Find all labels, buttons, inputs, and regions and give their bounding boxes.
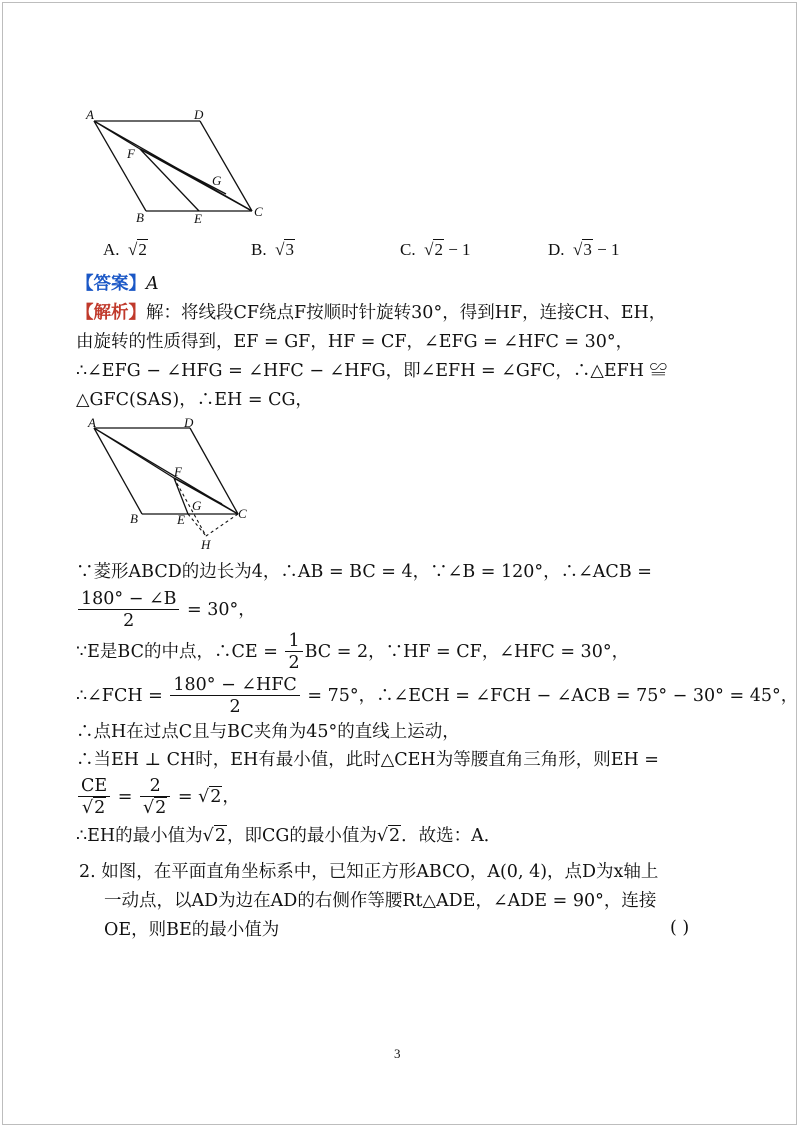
question2-number: 2.: [79, 862, 96, 882]
analysis-line-10: ∴当EH ⊥ CH时，EH有最小值，此时△CEH为等腰直角三角形，则EH =: [76, 750, 659, 770]
answer-value: A: [146, 274, 159, 294]
label-E: E: [194, 211, 202, 226]
analysis-line-6: $\frac{180^\circ - \angle B}{2}$ = 30°，: [76, 588, 256, 632]
question2-line-1: 2. 如图，在平面直角坐标系中，已知正方形ABCO，A(0, 4)，点D为x轴上: [79, 862, 659, 882]
label-C: C: [254, 204, 263, 219]
label2-F: F: [174, 464, 182, 479]
analysis-line-11: $\frac{CE}{√2}$ = $\frac{2}{√2}$ = √2，: [76, 774, 240, 820]
analysis-line-8: ∴∠FCH = $\frac{\text{180° − ∠HFC}}{2}$ = 75°，∴∠ECH = ∠FCH − ∠ACB = 75° − 30° = 45°，: [76, 675, 799, 717]
analysis-line-7: ∵E是BC的中点，∴CE = $\frac{1}{2}$ BC = 2，∵HF = CF，∠HFC = 30°，: [76, 631, 630, 673]
analysis-line-5: ∵菱形ABCD的边长为4，∴AB = BC = 4，∵∠B = 120°，∴∠ACB =: [76, 562, 652, 582]
option-d: D. √3 − 1: [548, 240, 620, 259]
analysis-line-2: 由旋转的性质得到，EF = GF，HF = CF，∠EFG = ∠HFC = 30°，: [76, 332, 634, 352]
label2-B: B: [130, 511, 138, 526]
analysis-line-3: ∴∠EFG − ∠HFG = ∠HFC − ∠HFG，即∠EFH = ∠GFC，∴△EFH ≌: [76, 361, 668, 381]
page-number: 3: [394, 1046, 401, 1061]
option-c: C. √2 − 1: [400, 240, 471, 259]
analysis-line-9: ∴点H在过点C且与BC夹角为45°的直线上运动，: [76, 722, 460, 742]
label-F: F: [127, 146, 135, 161]
answer-parentheses: ( ): [670, 918, 690, 938]
label2-G: G: [192, 498, 202, 513]
question2-line-2: 一动点，以AD为边在AD的右侧作等腰Rt△ADE，∠ADE = 90°，连接: [104, 891, 657, 911]
answer-line: [76, 272, 159, 296]
label-A: A: [86, 107, 94, 122]
option-b: B. √3: [251, 240, 294, 259]
analysis-line-1: 【解析】解：将线段CF绕点F按顺时针旋转30°，得到HF，连接CH、EH，: [76, 303, 667, 323]
label-D: D: [194, 107, 204, 122]
label-B: B: [136, 210, 144, 225]
label2-C: C: [238, 506, 247, 521]
label-G: G: [212, 173, 222, 188]
option-a: A. √2: [103, 240, 147, 259]
figure-rhombus-2: [82, 416, 262, 556]
figure-rhombus-1: [80, 104, 280, 230]
analysis-tag: 【解析】: [76, 303, 146, 323]
question2-line-3: OE，则BE的最小值为: [104, 920, 280, 940]
answer-tag: 【答案】: [76, 274, 146, 294]
label2-D: D: [184, 416, 194, 430]
analysis-line-4: △GFC(SAS)，∴EH = CG，: [76, 390, 313, 410]
analysis-line-12: ∴EH的最小值为√2，即CG的最小值为√2．故选：A．: [76, 826, 502, 846]
label2-H: H: [201, 537, 211, 552]
label2-A: A: [88, 416, 96, 430]
label2-E: E: [177, 512, 185, 527]
